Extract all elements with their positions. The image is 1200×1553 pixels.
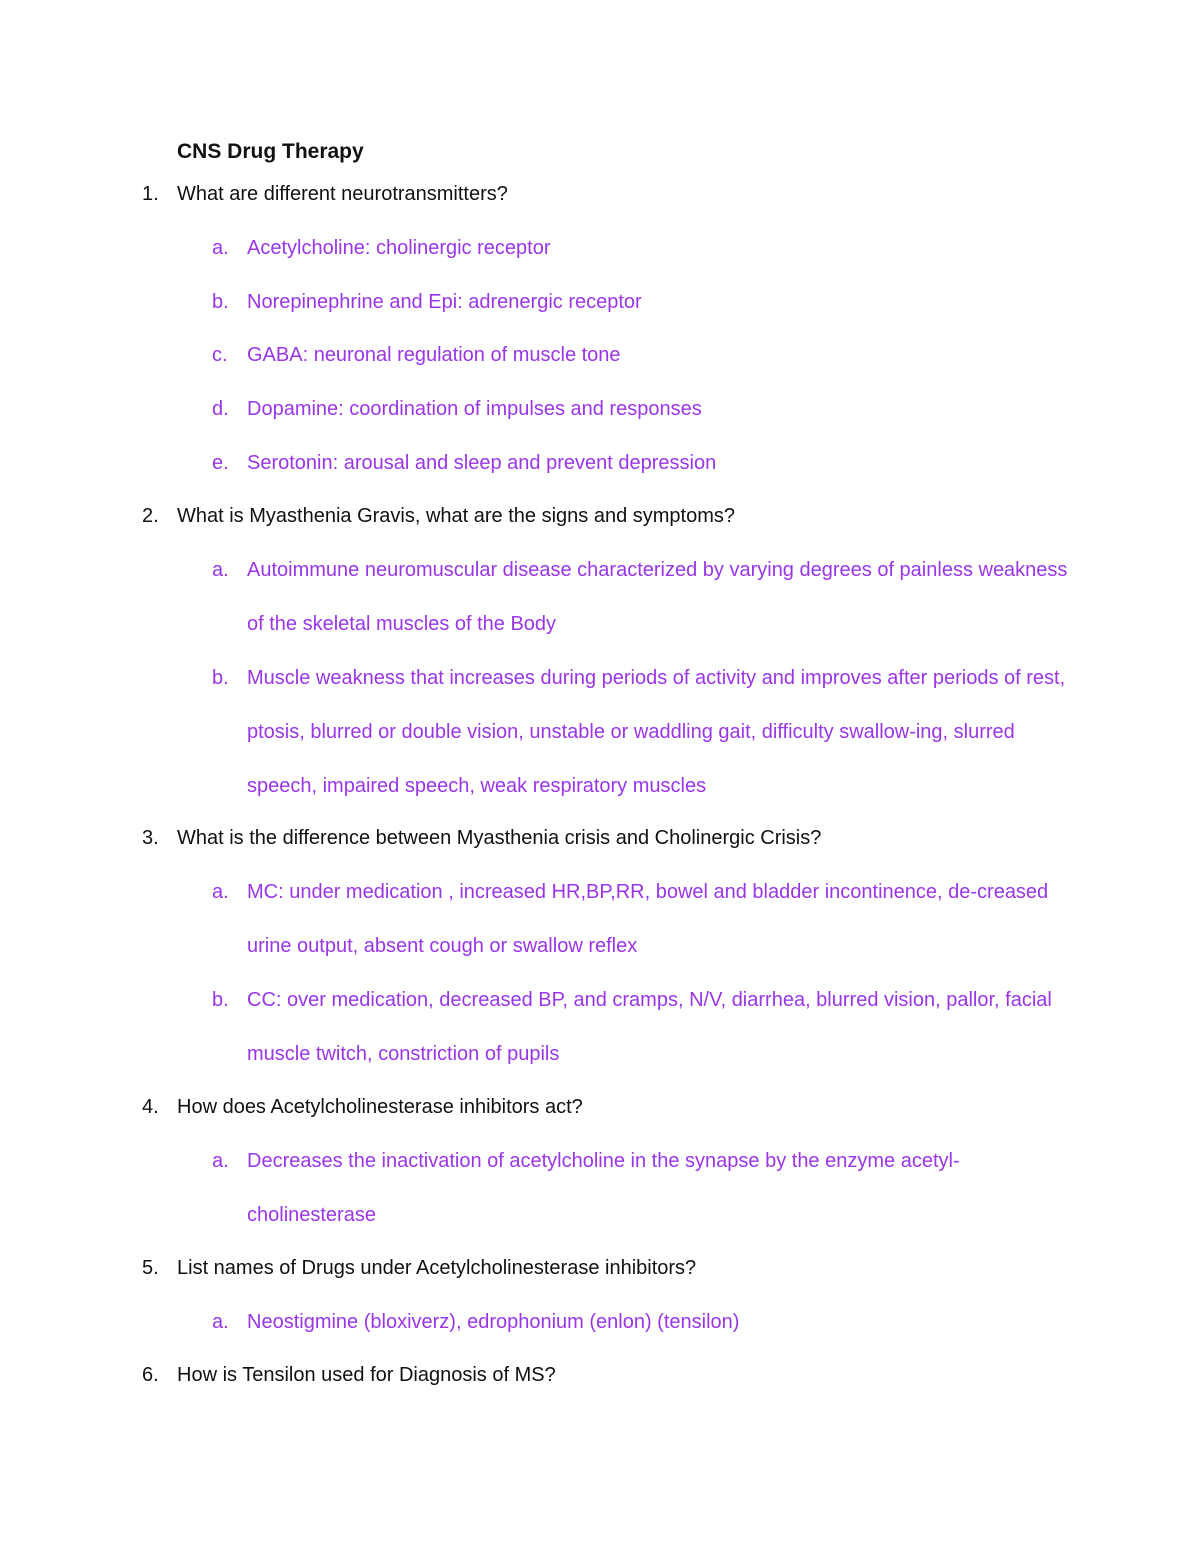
question-number: 2.: [142, 505, 159, 527]
question-number: 4.: [142, 1096, 159, 1118]
answer-text: Serotonin: arousal and sleep and prevent depression: [247, 452, 717, 474]
answer-letter: a.: [212, 1311, 229, 1333]
question-text: What are different neurotransmitters?: [177, 183, 508, 205]
question-text: List names of Drugs under Acetylcholinesterase inhibitors?: [177, 1257, 697, 1279]
question-text: What is the difference between Myasthenia crisis and Cholinergic Crisis?: [177, 827, 822, 849]
answer-letter: b.: [212, 667, 229, 689]
document-title: CNS Drug Therapy: [177, 140, 364, 163]
question-text: How does Acetylcholinesterase inhibitors act?: [177, 1096, 583, 1118]
answer-text: CC: over medication, decreased BP, and cramps, N/V, diarrhea, blurred vision, pallor, facial muscle twitch, constriction of pupils: [247, 989, 1052, 1065]
question-text: How is Tensilon used for Diagnosis of MS?: [177, 1364, 556, 1386]
answer-letter: e.: [212, 452, 229, 474]
answer-text: Dopamine: coordination of impulses and responses: [247, 398, 702, 420]
answer-letter: a.: [212, 559, 229, 581]
answer-letter: d.: [212, 398, 229, 420]
answer-text: Muscle weakness that increases during periods of activity and improves after periods of rest, ptosis, blurred or double vision, unstable or waddling gait, difficulty swallow-ing, slurred speech, impaired speech, weak respiratory muscles: [247, 667, 1066, 797]
answer-letter: a.: [212, 1150, 229, 1172]
answer-letter: a.: [212, 237, 229, 259]
answer-letter: b.: [212, 989, 229, 1011]
answer-text: Autoimmune neuromuscular disease characterized by varying degrees of painless weakness of the skeletal muscles of the Body: [247, 559, 1068, 635]
answer-text: Acetylcholine: cholinergic receptor: [247, 237, 551, 259]
answer-text: GABA: neuronal regulation of muscle tone: [247, 344, 621, 366]
question-number: 1.: [142, 183, 159, 205]
question-number: 5.: [142, 1257, 159, 1279]
answer-text: Decreases the inactivation of acetylcholine in the synapse by the enzyme acetyl-cholinesterase: [247, 1150, 960, 1226]
answer-text: Neostigmine (bloxiverz), edrophonium (enlon) (tensilon): [247, 1311, 740, 1333]
answer-text: Norepinephrine and Epi: adrenergic receptor: [247, 291, 642, 313]
answer-letter: a.: [212, 881, 229, 903]
answer-letter: c.: [212, 344, 228, 366]
question-number: 6.: [142, 1364, 159, 1386]
answer-text: MC: under medication , increased HR,BP,RR, bowel and bladder incontinence, de-creased urine output, absent cough or swallow reflex: [247, 881, 1049, 957]
question-text: What is Myasthenia Gravis, what are the signs and symptoms?: [177, 505, 736, 527]
answer-letter: b.: [212, 291, 229, 313]
question-number: 3.: [142, 827, 159, 849]
